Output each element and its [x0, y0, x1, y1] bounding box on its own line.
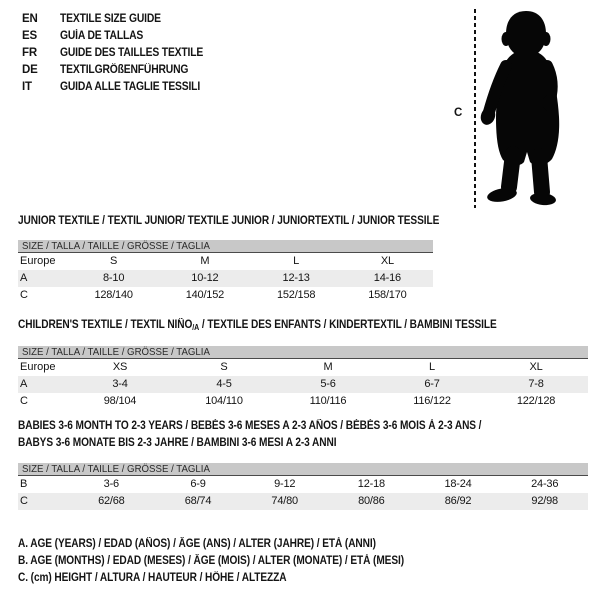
table-row [18, 376, 588, 393]
babies-section-title-line1: BABIES 3-6 MONTH TO 2-3 YEARS / BEBÉS 3-6 MESES A 2-3 AÑOS / BÉBÉS 3-6 MOIS À 2-3 ANS / [18, 420, 482, 432]
footnote-c: C. (cm) HEIGHT / ALTURA / HAUTEUR / HÖHE / ALTEZZA [18, 572, 287, 584]
table-cell: 116/122 [413, 395, 451, 407]
table-cell: M [200, 255, 210, 267]
table-cell: 98/104 [103, 395, 137, 407]
table-cell: 80/86 [358, 495, 385, 507]
babies-size-header-bar [18, 463, 588, 476]
table-cell: 62/68 [98, 495, 125, 507]
table-row [18, 393, 588, 410]
language-row [22, 44, 219, 61]
height-figure [440, 0, 600, 215]
language-code: IT [22, 80, 32, 93]
table-cell: 5-6 [320, 378, 336, 390]
table-cell: 12-13 [282, 272, 310, 284]
language-code: EN [22, 12, 38, 25]
table-cell: XL [529, 361, 543, 373]
size-header-label: SIZE / TALLA / TAILLE / GRÖSSE / TAGLIA [22, 346, 210, 358]
height-measure-label: C [454, 107, 463, 119]
table-cell: 9-12 [274, 478, 296, 490]
table-cell: XS [112, 361, 128, 373]
table-cell: 122/128 [516, 395, 556, 407]
table-cell: 92/98 [531, 495, 558, 507]
children-title-part1: CHILDREN'S TEXTILE / TEXTIL NIÑO [18, 319, 193, 331]
table-cell: 3-4 [112, 378, 128, 390]
table-cell: S [220, 361, 228, 373]
row-label: C [20, 395, 28, 407]
row-label: A [20, 272, 28, 284]
table-cell: 68/74 [184, 495, 212, 507]
babies-section-title-line2: BABYS 3-6 MONATE BIS 2-3 JAHRE / BAMBINI 3-6 MESI A 2-3 ANNI [18, 437, 337, 449]
footnote-a: A. AGE (YEARS) / EDAD (AÑOS) / ÂGE (ANS) / ALTER (JAHRE) / ETÀ (ANNI) [18, 538, 376, 550]
row-label: Europe [20, 361, 56, 373]
language-title-list [22, 10, 219, 95]
footnote-b: B. AGE (MONTHS) / EDAD (MESES) / ÂGE (MOIS) / ALTER (MONATE) / ETÀ (MESI) [18, 555, 405, 567]
table-cell: 7-8 [528, 378, 544, 390]
toddler-silhouette-image [480, 6, 580, 206]
language-code: ES [22, 29, 37, 42]
children-title-part2: / TEXTILE DES ENFANTS / KINDERTEXTIL / BAMBINI TESSILE [199, 319, 497, 331]
babies-size-table [18, 463, 588, 510]
table-cell: S [110, 255, 118, 267]
children-section-title [18, 319, 497, 334]
children-title-sub: /A [192, 323, 200, 332]
table-cell: 6-9 [190, 478, 206, 490]
language-title: GUÍA DE TALLAS [60, 29, 144, 42]
language-title: GUIDE DES TAILLES TEXTILE [60, 46, 204, 59]
table-row [18, 476, 588, 493]
table-cell: 110/116 [309, 395, 347, 407]
size-header-label: SIZE / TALLA / TAILLE / GRÖSSE / TAGLIA [22, 463, 210, 475]
table-cell: 12-18 [357, 478, 385, 490]
language-row [22, 78, 219, 95]
junior-size-header-bar [18, 240, 433, 253]
table-row [18, 253, 433, 270]
table-cell: 10-12 [191, 272, 219, 284]
table-cell: 24-36 [531, 478, 559, 490]
table-cell: 74/80 [271, 495, 298, 507]
table-cell: 104/110 [205, 395, 243, 407]
table-cell: L [293, 255, 300, 267]
table-cell: XL [380, 255, 394, 267]
table-row [18, 359, 588, 376]
table-cell: 4-5 [216, 378, 232, 390]
language-title: GUIDA ALLE TAGLIE TESSILI [60, 80, 201, 93]
language-title: TEXTILGRÖßENFÜHRUNG [60, 63, 189, 76]
size-header-label: SIZE / TALLA / TAILLE / GRÖSSE / TAGLIA [22, 240, 210, 252]
table-cell: 152/158 [276, 289, 316, 301]
row-label: C [20, 495, 28, 507]
height-measure-dashed-line [474, 9, 476, 208]
language-code: FR [22, 46, 37, 59]
table-cell: 140/152 [185, 289, 225, 301]
language-row [22, 61, 219, 78]
table-row [18, 287, 433, 304]
language-row [22, 27, 219, 44]
legend-footnotes [18, 536, 457, 587]
table-row [18, 270, 433, 287]
table-cell: 86/92 [444, 495, 472, 507]
table-cell: 14-16 [373, 272, 401, 284]
table-cell: L [429, 361, 435, 373]
language-code: DE [22, 63, 38, 76]
row-label: B [20, 478, 28, 490]
children-size-table [18, 346, 588, 410]
language-row [22, 10, 219, 27]
table-cell: 158/170 [368, 289, 407, 301]
language-title: TEXTILE SIZE GUIDE [60, 12, 161, 25]
row-label: Europe [20, 255, 56, 267]
junior-section-title: JUNIOR TEXTILE / TEXTIL JUNIOR/ TEXTILE JUNIOR / JUNIORTEXTIL / JUNIOR TESSILE [18, 215, 440, 227]
row-label: C [20, 289, 28, 301]
table-cell: 6-7 [424, 378, 440, 390]
row-label: A [20, 378, 28, 390]
table-cell: 18-24 [444, 478, 472, 490]
table-cell: 8-10 [103, 272, 125, 284]
junior-size-table [18, 240, 433, 304]
table-cell: 3-6 [103, 478, 119, 490]
table-cell: 128/140 [94, 289, 133, 301]
table-cell: M [323, 361, 333, 373]
table-row [18, 493, 588, 510]
children-size-header-bar [18, 346, 588, 359]
